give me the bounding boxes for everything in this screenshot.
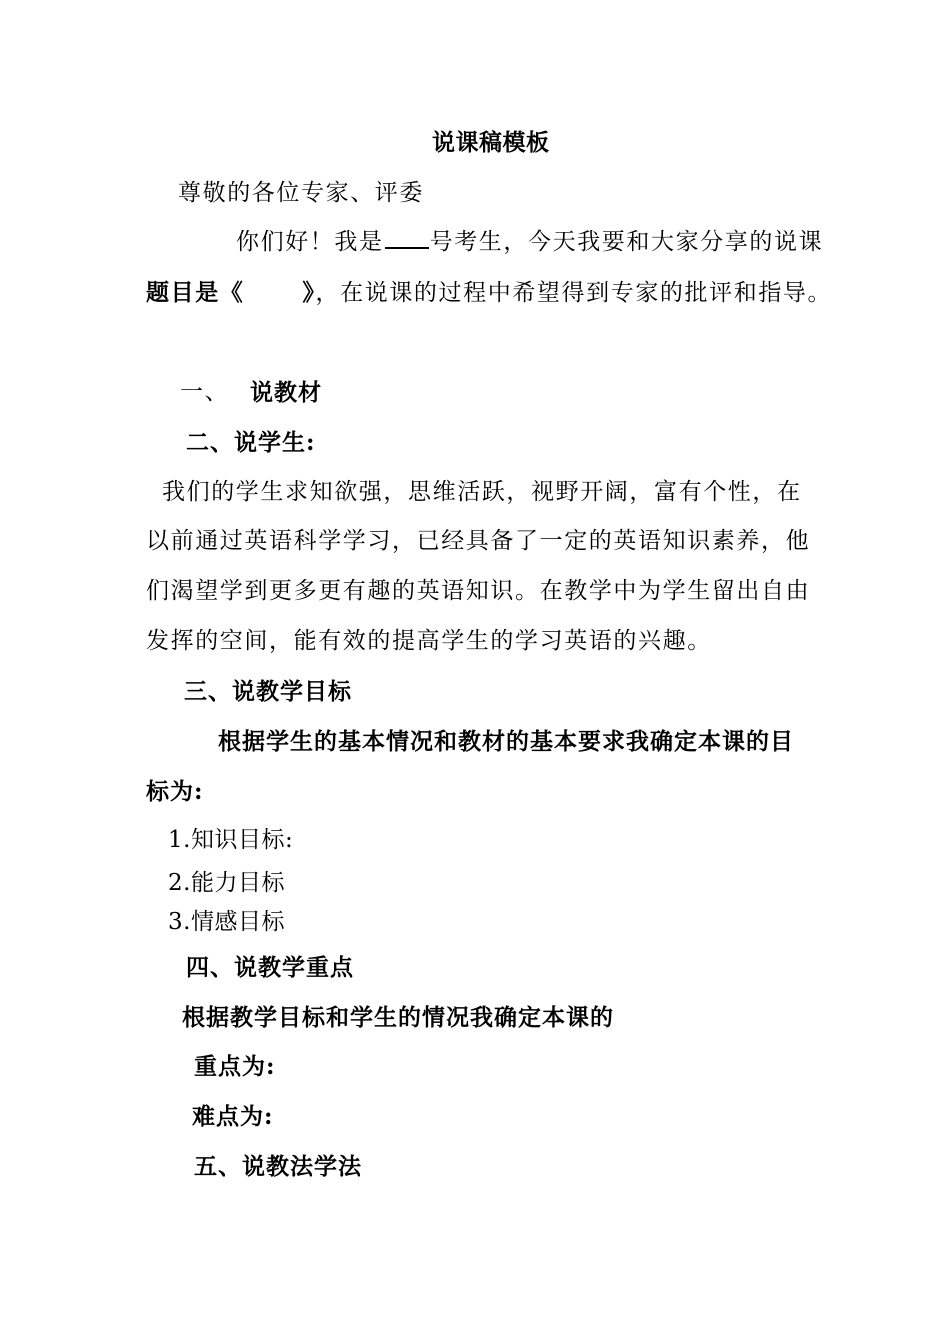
section-2-line: 发挥的空间，能有效的提高学生的学习英语的兴趣。 — [146, 628, 712, 654]
section-2-line: 们渴望学到更多更有趣的英语知识。在教学中为学生留出自由 — [146, 578, 811, 604]
topic-open: 题目是《 — [146, 279, 245, 306]
section-2-line: 以前通过英语科学学习，已经具备了一定的英语知识素养，他 — [146, 528, 811, 554]
topic-close: 》 — [302, 279, 316, 306]
difficulty-label: 难点为: — [192, 1103, 274, 1130]
section-2-title: 二、说学生: — [186, 429, 316, 456]
intro-line-2 — [146, 281, 832, 305]
section-2-line: 我们的学生求知欲强，思维活跃，视野开阔，富有个性，在 — [162, 479, 802, 505]
objective-item: 2.能力目标 — [168, 870, 285, 896]
section-5-title: 五、说教法学法 — [194, 1153, 362, 1180]
intro-line-1 — [236, 231, 823, 254]
section-1-number: 一、 — [180, 379, 230, 405]
section-1-title: 说教材 — [250, 379, 322, 406]
document-title: 说课稿模板 — [432, 129, 550, 156]
section-4-line: 根据教学目标和学生的情况我确定本课的 — [182, 1004, 614, 1031]
section-4-title: 四、说教学重点 — [186, 954, 354, 981]
section-3-title: 三、说教学目标 — [184, 678, 352, 705]
objective-item: 1.知识目标: — [168, 827, 294, 853]
candidate-number-blank — [385, 245, 429, 249]
section-3-intro-line-1: 根据学生的基本情况和教材的基本要求我确定本课的目 — [218, 728, 794, 755]
greeting: 尊敬的各位专家、评委 — [178, 180, 424, 206]
key-points-label: 重点为: — [194, 1053, 276, 1080]
intro-text-c: ，在说课的过程中希望得到专家的批评和指导。 — [315, 280, 833, 306]
objective-item: 3.情感目标 — [168, 909, 285, 935]
section-3-intro-line-2: 标为: — [146, 778, 204, 805]
intro-text-b: 号考生，今天我要和大家分享的说课 — [429, 229, 824, 255]
intro-text-a: 你们好！我是 — [236, 229, 384, 255]
